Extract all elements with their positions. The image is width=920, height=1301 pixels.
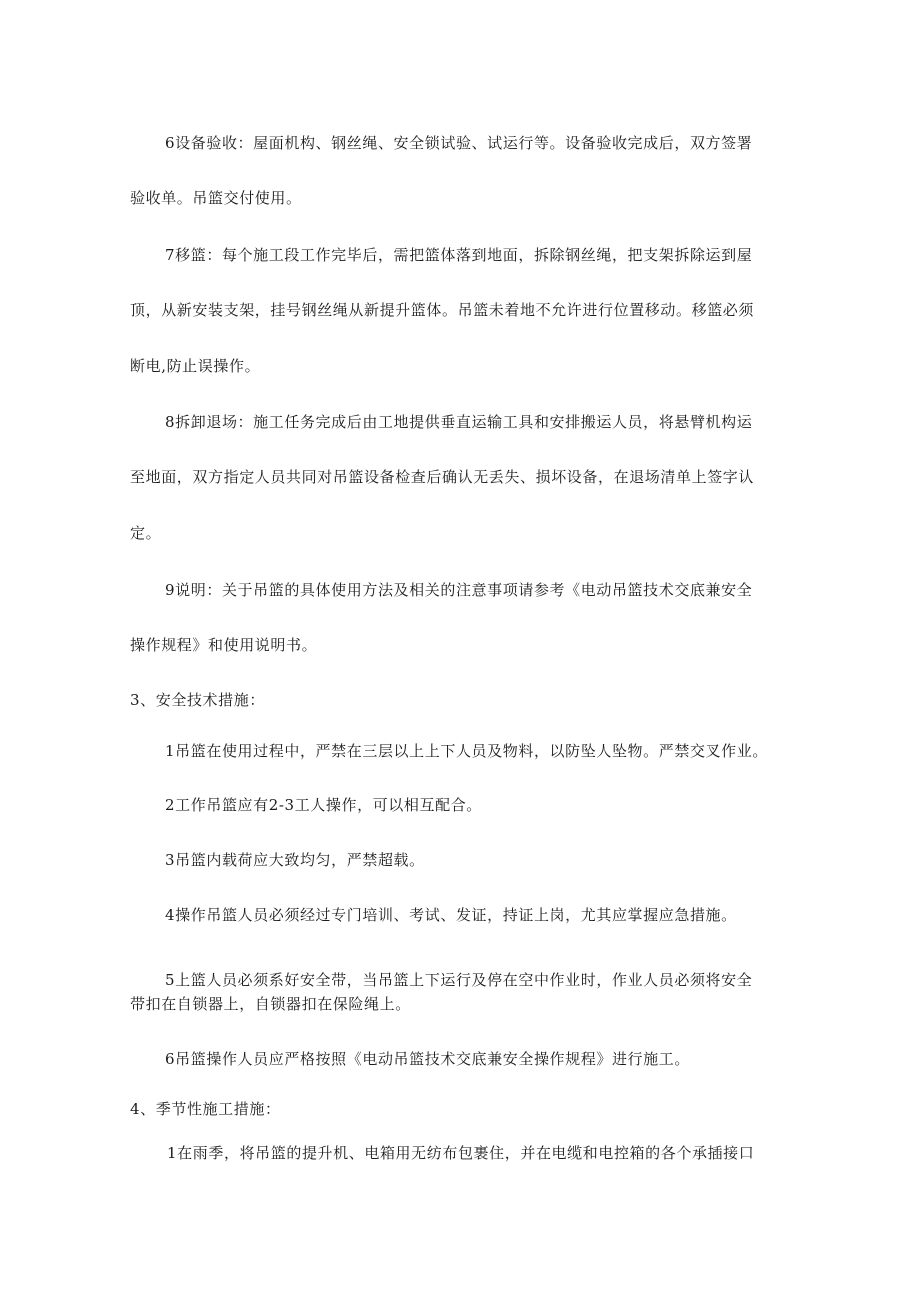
paragraph-line: 断电,防止误操作。 xyxy=(130,357,261,375)
paragraph-line: 6吊篮操作人员应严格按照《电动吊篮技术交底兼安全操作规程》进行施工。 xyxy=(165,1050,690,1068)
paragraph-line: 验收单。吊篮交付使用。 xyxy=(130,189,302,207)
paragraph-line: 定。 xyxy=(130,524,162,542)
paragraph-line: 带扣在自锁器上，自锁器扣在保险绳上。 xyxy=(130,995,411,1013)
paragraph-line: 1在雨季，将吊篮的提升机、电箱用无纺布包裹住，并在电缆和电控箱的各个承插接口 xyxy=(167,1144,755,1162)
paragraph-line: 5上篮人员必须系好安全带，当吊篮上下运行及停在空中作业时，作业人员必须将安全 xyxy=(165,971,753,989)
section-heading: 4、季节性施工措施： xyxy=(130,1100,281,1118)
section-heading: 3、安全技术措施： xyxy=(130,691,265,709)
paragraph-line: 8拆卸退场：施工任务完成后由工地提供垂直运输工具和安排搬运人员，将悬臂机构运 xyxy=(165,413,753,431)
paragraph-line: 9说明：关于吊篮的具体使用方法及相关的注意事项请参考《电动吊篮技术交底兼安全 xyxy=(165,581,753,599)
paragraph-line: 3吊篮内载荷应大致均匀，严禁超载。 xyxy=(165,851,425,869)
paragraph-line: 顶，从新安装支架，挂号钢丝绳从新提升篮体。吊篮未着地不允许进行位置移动。移篮必须 xyxy=(130,301,755,319)
paragraph-line: 1吊篮在使用过程中，严禁在三层以上上下人员及物料，以防坠人坠物。严禁交叉作业。 xyxy=(165,742,768,760)
paragraph-line: 至地面，双方指定人员共同对吊篮设备检查后确认无丢失、损坏设备，在退场清单上签字认 xyxy=(130,468,755,486)
paragraph-line: 7移篮：每个施工段工作完毕后，需把篮体落到地面，拆除钢丝绳，把支架拆除运到屋 xyxy=(165,246,753,264)
paragraph-line: 4操作吊篮人员必须经过专门培训、考试、发证，持证上岗，尤其应掌握应急措施。 xyxy=(165,906,737,924)
paragraph-line: 2工作吊篮应有2-3工人操作，可以相互配合。 xyxy=(165,796,482,814)
paragraph-line: 6设备验收：屋面机构、钢丝绳、安全锁试验、试运行等。设备验收完成后，双方签署 xyxy=(165,134,753,152)
paragraph-line: 操作规程》和使用说明书。 xyxy=(130,636,318,654)
